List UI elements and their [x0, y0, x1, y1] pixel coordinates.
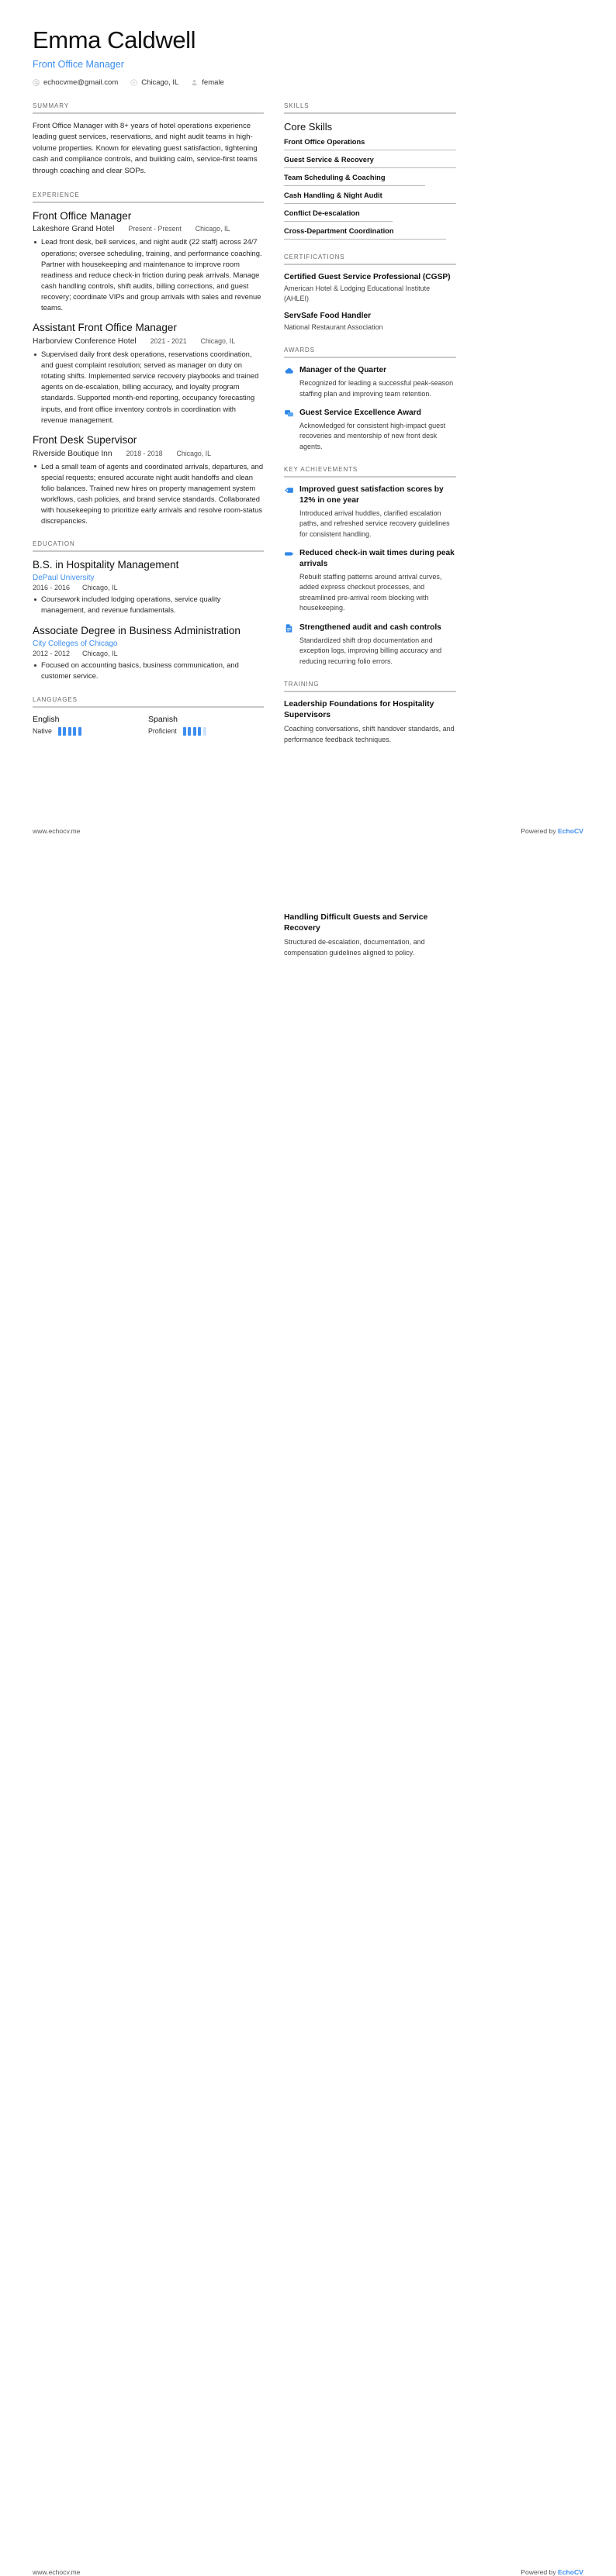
skill-label: Conflict De-escalation [284, 209, 360, 217]
languages-heading: LANGUAGES [33, 695, 78, 703]
contact-location [130, 78, 178, 87]
proficiency-bar [68, 727, 71, 736]
award-item [284, 365, 456, 399]
resume-columns-page2 [33, 912, 583, 972]
experience-dates: 2021 - 2021 [150, 337, 187, 346]
proficiency-bar [73, 727, 76, 736]
certifications-heading: CERTIFICATIONS [284, 253, 345, 260]
footer-website[interactable]: www.echocv.me [33, 2568, 81, 2576]
experience-bullets [33, 461, 264, 527]
footer-powered-prefix: Powered by [521, 827, 559, 835]
skills-divider [284, 112, 456, 114]
language-item [33, 715, 148, 736]
battery-icon [284, 549, 294, 559]
right-column-page2 [284, 912, 456, 972]
section-training-continued [284, 912, 456, 958]
certification-name: ServSafe Food Handler [284, 311, 372, 320]
contact-email-text: echocvme@gmail.com [43, 78, 119, 87]
chat-bubbles-icon [284, 409, 294, 419]
language-level: Proficient [148, 727, 177, 736]
awards-divider [284, 357, 456, 358]
experience-location: Chicago, IL [200, 337, 236, 346]
experience-bullets [33, 349, 264, 426]
education-dates: 2016 - 2016 [33, 584, 71, 592]
skill-item [284, 191, 456, 204]
achievement-description: Standardized shift drop documentation and exception logs, improving billing accuracy and reducing recurring folio errors. [299, 636, 442, 665]
award-title: Manager of the Quarter [299, 366, 387, 375]
language-level: Native [33, 727, 52, 736]
achievement-body [299, 548, 456, 614]
contact-gender [191, 78, 224, 87]
education-entry [33, 625, 264, 681]
experience-entry [33, 434, 264, 527]
section-certifications [284, 253, 456, 333]
languages-divider [33, 706, 264, 708]
achievement-description: Rebuilt staffing patterns around arrival curves, added express checkout processes, and streamlined pre-arrival room blocking with housekeeping. [299, 572, 442, 612]
language-name: English [33, 714, 60, 724]
skill-label: Team Scheduling & Coaching [284, 173, 386, 181]
experience-title: Assistant Front Office Manager [33, 322, 177, 334]
section-experience [33, 191, 264, 527]
education-heading: EDUCATION [33, 540, 75, 548]
education-bullet: Coursework included lodging operations, service quality management, and revenue fundamentals. [33, 594, 264, 616]
skill-item [284, 209, 456, 222]
footer-website[interactable]: www.echocv.me [33, 827, 81, 835]
section-skills [284, 102, 456, 240]
education-entry [33, 559, 264, 616]
section-summary [33, 102, 264, 178]
experience-bullets [33, 236, 264, 313]
language-level-row [33, 727, 148, 736]
achievement-description: Introduced arrival huddles, clarified escalation paths, and refreshed service recovery guidelines for consistent handling. [299, 509, 450, 538]
training-divider [284, 691, 456, 692]
skill-label: Front Office Operations [284, 137, 365, 146]
footer-brand [521, 827, 583, 835]
skill-item [284, 138, 456, 150]
education-dates: 2012 - 2012 [33, 650, 71, 658]
resume-sheet-1 [0, 0, 616, 871]
summary-divider [33, 112, 264, 114]
summary-text: Front Office Manager with 8+ years of hotel operations experience leading guest services, reservations, and night audit teams in high-volume properties. Known for elevating guest satisfaction, tightening cash and compliance controls, and building calm, service-first teams through coaching and clear SOPs. [33, 121, 258, 175]
training-item [284, 912, 456, 958]
experience-bullet: Led a small team of agents and coordinated arrivals, departures, and special requests; ensured accurate night audit handoffs and clean folio balances. Trained new hires on property management system workflows, cash policies, and brand service standards. Collaborated with housekeeping to prioritize early arrivals and resolve room-status discrepancies. [33, 461, 264, 527]
person-icon [191, 79, 198, 86]
contact-row [33, 78, 583, 87]
footer-brand-name: EchoCV [558, 2568, 583, 2576]
key-achievements-heading: KEY ACHIEVEMENTS [284, 466, 358, 474]
language-name: Spanish [148, 714, 178, 724]
experience-heading: EXPERIENCE [33, 191, 80, 198]
award-description: Acknowledged for consistent high-impact guest recoveries and mentorship of new front desk agents. [299, 421, 446, 450]
skills-group-title: Core Skills [284, 120, 333, 133]
tag-icon [284, 485, 294, 495]
experience-title: Front Desk Supervisor [33, 433, 137, 446]
key-achievements-divider [284, 476, 456, 478]
proficiency-bar [63, 727, 66, 736]
resume-columns [33, 102, 583, 760]
section-languages [33, 696, 264, 736]
location-icon [130, 79, 137, 86]
experience-meta [33, 337, 264, 346]
proficiency-bar [188, 727, 191, 736]
language-proficiency-bars [58, 727, 81, 736]
education-divider [33, 550, 264, 552]
resume-header [33, 26, 583, 87]
achievement-body [299, 622, 456, 667]
section-key-achievements [284, 466, 456, 667]
achievement-title: Reduced check-in wait times during peak arrivals [299, 549, 455, 569]
certification-org: National Restaurant Association [284, 323, 383, 332]
achievement-item [284, 485, 456, 540]
award-body [299, 365, 456, 399]
training-description: Structured de-escalation, documentation, and compensation guidelines aligned to policy. [284, 938, 425, 957]
certification-name: Certified Guest Service Professional (CGSP) [284, 272, 451, 281]
summary-heading: SUMMARY [33, 102, 70, 109]
languages-grid [33, 715, 264, 736]
contact-email[interactable] [33, 78, 118, 87]
experience-bullet: Lead front desk, bell services, and night audit (22 staff) across 24/7 operations; oversee scheduling, training, and performance coaching. Partner with housekeeping and maintenance to improve room readiness and reduce check-in friction during peak arrivals. Manage cash handling controls, shift audits, billing corrections, and guest recovery; coordinate VIPs and group arrivals with sales and revenue teams. [33, 236, 264, 313]
education-bullet: Focused on accounting basics, business communication, and customer service. [33, 660, 264, 681]
certification-item [284, 311, 456, 333]
education-location: Chicago, IL [82, 650, 118, 658]
education-bullets [33, 660, 264, 681]
skills-heading: SKILLS [284, 102, 310, 109]
education-location: Chicago, IL [82, 584, 118, 592]
certification-org: American Hotel & Lodging Educational Institute (AHLEI) [284, 284, 431, 302]
education-school: City Colleges of Chicago [33, 640, 118, 649]
skill-label: Guest Service & Recovery [284, 155, 374, 164]
section-education [33, 540, 264, 681]
footer-brand [521, 2568, 583, 2576]
experience-location: Chicago, IL [176, 449, 211, 457]
training-heading: TRAINING [284, 681, 320, 688]
skill-item [284, 156, 456, 168]
proficiency-bar [203, 727, 206, 736]
experience-company: Lakeshore Grand Hotel [33, 225, 115, 234]
section-training [284, 681, 456, 745]
education-school: DePaul University [33, 574, 95, 583]
award-title: Guest Service Excellence Award [299, 409, 421, 418]
education-degree: Associate Degree in Business Administration [33, 625, 241, 637]
document-icon [284, 623, 294, 633]
page-footer-2 [33, 2568, 583, 2576]
footer-brand-name: EchoCV [558, 827, 583, 835]
right-column [284, 102, 456, 760]
education-meta [33, 650, 264, 657]
achievement-body [299, 485, 456, 540]
training-description: Coaching conversations, shift handover standards, and performance feedback techniques. [284, 725, 455, 743]
cloud-icon [284, 366, 294, 376]
experience-meta [33, 450, 264, 458]
resume-sheet-2 [0, 871, 616, 2576]
experience-dates: 2018 - 2018 [126, 449, 163, 457]
skill-level-bar [284, 221, 393, 222]
training-title: Handling Difficult Guests and Service Recovery [284, 913, 428, 933]
left-column [33, 102, 264, 750]
skill-level-bar [284, 185, 425, 186]
achievement-title: Improved guest satisfaction scores by 12% in one year [299, 485, 444, 505]
proficiency-bar [78, 727, 81, 736]
training-title: Leadership Foundations for Hospitality Supervisors [284, 700, 434, 720]
experience-company: Harborview Conference Hotel [33, 337, 137, 347]
certification-item [284, 272, 456, 304]
email-icon [33, 79, 40, 86]
proficiency-bar [193, 727, 196, 736]
language-proficiency-bars [183, 727, 206, 736]
training-item [284, 699, 456, 745]
skill-item [284, 174, 456, 186]
achievement-item [284, 548, 456, 614]
award-description: Recognized for leading a successful peak-season staffing plan and improving team retention. [299, 379, 454, 398]
skill-level-bar [284, 239, 446, 240]
skill-label: Cash Handling & Night Audit [284, 191, 382, 199]
skill-level-bar [284, 167, 456, 168]
section-awards [284, 347, 456, 452]
proficiency-bar [183, 727, 186, 736]
experience-dates: Present - Present [128, 225, 182, 233]
proficiency-bar [198, 727, 201, 736]
skill-item [284, 227, 456, 240]
language-item [148, 715, 264, 736]
education-bullets [33, 594, 264, 616]
education-meta [33, 584, 264, 591]
candidate-name: Emma Caldwell [33, 26, 196, 53]
candidate-job-title: Front Office Manager [33, 58, 124, 70]
experience-entry [33, 322, 264, 426]
experience-bullet: Supervised daily front desk operations, reservations coordination, and guest complaint resolution; served as manager on duty on rotating shifts. Implemented service recovery playbooks and trained agents on de-escalation, billing accuracy, and loyalty program standards. Supported month-end reporting, occupancy forecasting inputs, and front office inventory controls in coordination with revenue management. [33, 349, 264, 426]
contact-location-text: Chicago, IL [141, 78, 179, 87]
achievement-title: Strengthened audit and cash controls [299, 622, 441, 632]
language-level-row [148, 727, 264, 736]
education-degree: B.S. in Hospitality Management [33, 559, 179, 571]
awards-heading: AWARDS [284, 347, 315, 354]
achievement-item [284, 622, 456, 667]
skill-level-bar [284, 203, 456, 204]
footer-powered-prefix: Powered by [521, 2568, 559, 2576]
page-footer [33, 827, 583, 835]
award-item [284, 408, 456, 452]
experience-entry [33, 210, 264, 314]
contact-gender-text: female [202, 78, 224, 87]
skill-label: Cross-Department Coordination [284, 226, 394, 235]
award-body [299, 408, 456, 452]
experience-divider [33, 202, 264, 203]
proficiency-bar [58, 727, 61, 736]
certifications-divider [284, 264, 456, 265]
experience-company: Riverside Boutique Inn [33, 449, 112, 458]
experience-title: Front Office Manager [33, 209, 132, 222]
experience-location: Chicago, IL [195, 225, 230, 233]
experience-meta [33, 225, 264, 233]
